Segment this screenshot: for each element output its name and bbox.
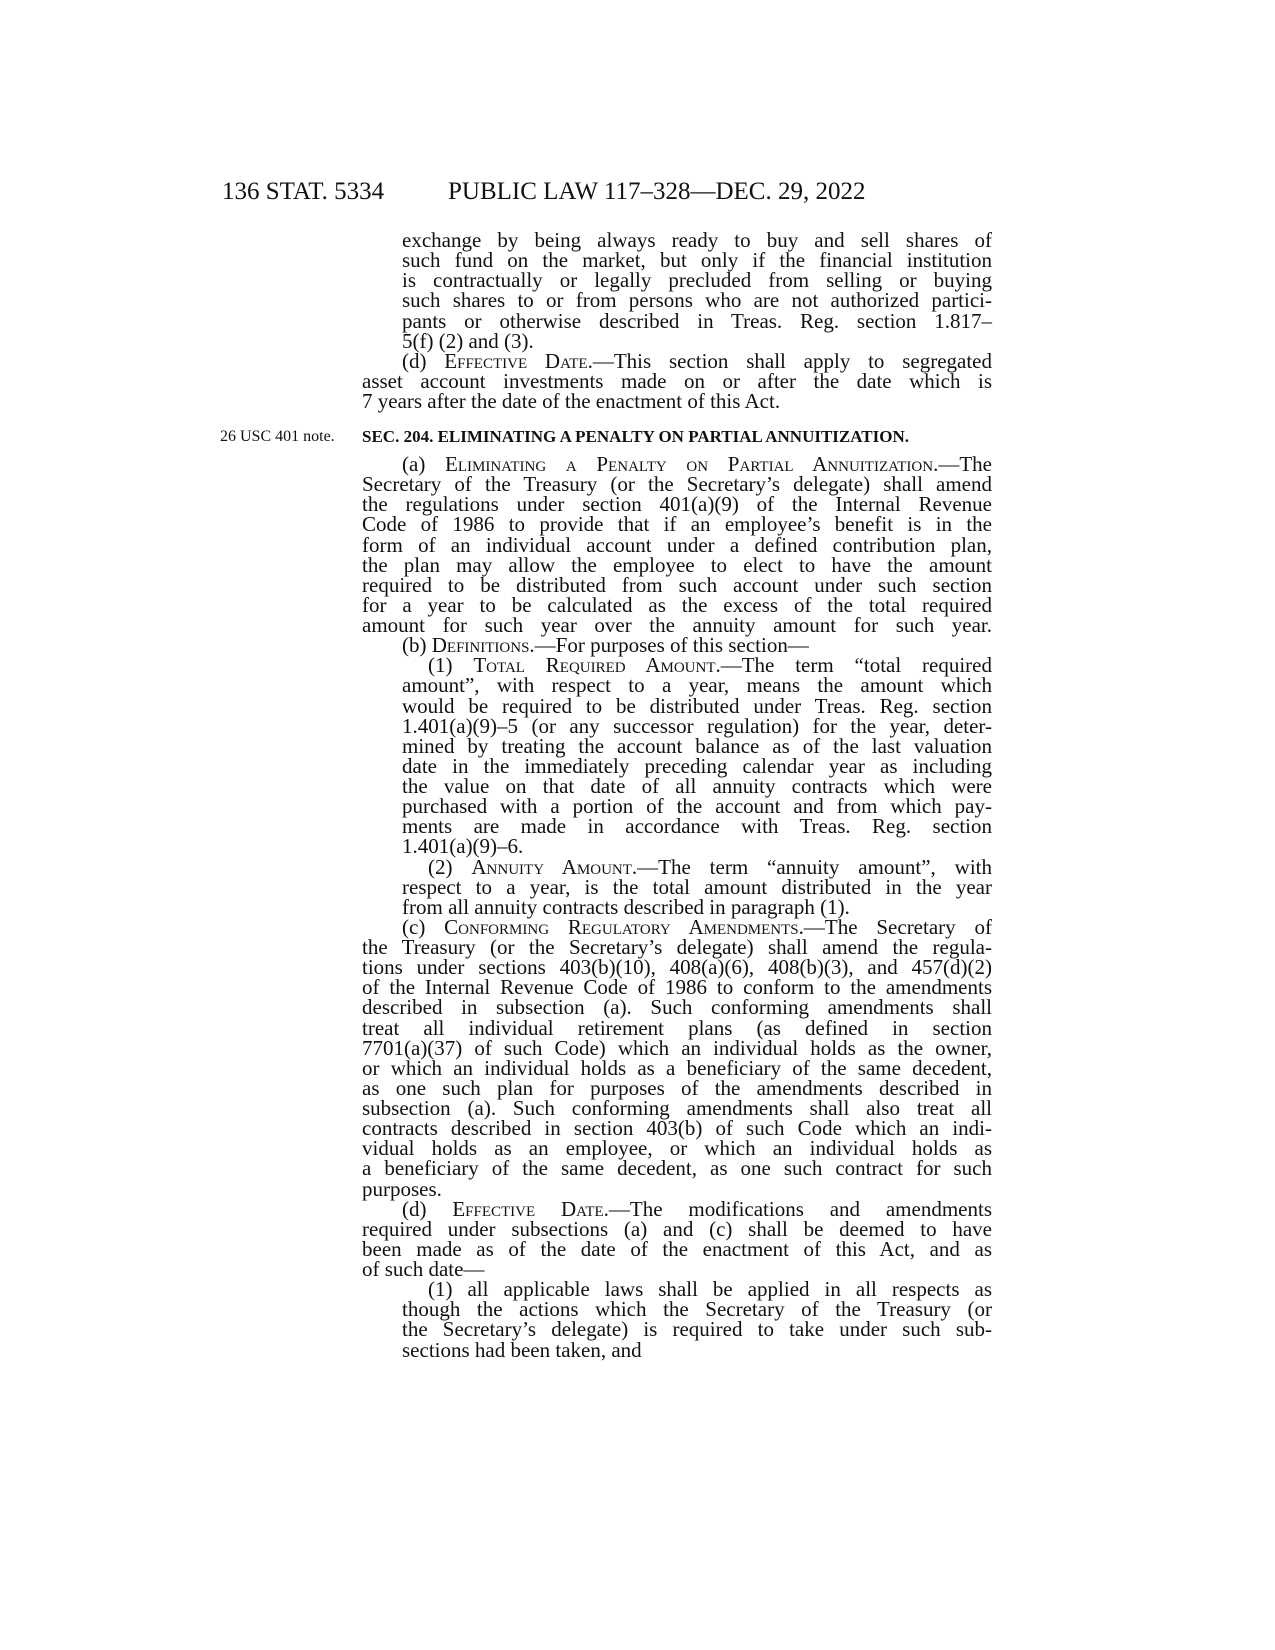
text-line: the Treasury (or the Secretary’s delegate) shall amend the regula- <box>362 935 992 959</box>
text-run: .—For purposes of this section— <box>529 633 809 658</box>
text-run: .—The Secretary of <box>798 914 992 939</box>
text-line: the plan may allow the employee to elect to have the amount <box>362 552 992 577</box>
text-line: is contractually or legally precluded from selling or buying <box>402 268 992 293</box>
text-line: a beneficiary of the same decedent, as one such contract for such <box>362 1156 992 1181</box>
enumerator: (b) <box>402 633 427 658</box>
enumerator: (d) <box>402 1196 427 1221</box>
text-line: purposes. <box>362 1176 442 1201</box>
text-run: .—The term “total required <box>715 653 992 678</box>
enumerator: (c) <box>402 914 426 939</box>
text-line: 7 years after the date of the enactment of this Act. <box>362 389 781 413</box>
text-block-continuation <box>362 230 992 411</box>
text-line: 1.401(a)(9)–5 (or any successor regulation) for the year, deter- <box>402 713 992 738</box>
text-line: asset account investments made on or after the date which is <box>362 368 992 393</box>
text-line: purchased with a portion of the account and from which pay- <box>402 794 992 819</box>
text-line: Code of 1986 to provide that if an employee’s benefit is in the <box>362 512 992 537</box>
text-line: been made as of the date of the enactment of this Act, and as <box>362 1236 992 1261</box>
subsection-heading: Conforming Regulatory Amendments <box>444 914 799 939</box>
text-run: .—The modifications and amendments <box>603 1196 993 1221</box>
text-line: subsection (a). Such conforming amendments shall also treat all <box>362 1096 992 1120</box>
text-line: as one such plan for purposes of the amendments described in <box>362 1075 992 1100</box>
text-line: would be required to be distributed under Treas. Reg. section <box>402 693 992 718</box>
text-line: exchange by being always ready to buy and sell shares of <box>402 228 992 252</box>
text-line: tions under sections 403(b)(10), 408(a)(6), 408(b)(3), and 457(d)(2) <box>362 955 992 980</box>
text-line: required under subsections (a) and (c) shall be deemed to have <box>362 1216 992 1241</box>
text-line: ments are made in accordance with Treas. Reg. section <box>402 814 992 839</box>
text-run: .—The <box>933 452 993 476</box>
text-line: though the actions which the Secretary of the Treasury (or <box>402 1297 992 1322</box>
text-line: such shares to or from persons who are not authorized partici- <box>402 288 992 313</box>
running-head: PUBLIC LAW 117–328—DEC. 29, 2022 <box>448 178 866 205</box>
text-run: .—This section shall apply to segregated <box>587 348 992 373</box>
text-line: the value on that date of all annuity contracts which were <box>402 774 992 798</box>
enumerator: (d) <box>402 348 427 373</box>
text-line: Secretary of the Treasury (or the Secretary’s delegate) shall amend <box>362 472 992 497</box>
text-line: pants or otherwise described in Treas. Reg. section 1.817– <box>402 308 992 333</box>
enumerator: (2) <box>428 854 453 879</box>
enumerator: (1) <box>428 653 453 678</box>
page-folio: 136 STAT. 5334 <box>222 178 385 205</box>
prior-subsection-d-first-line <box>402 348 992 373</box>
subsection-heading: Definitions <box>431 633 530 658</box>
subsection-d-first-line <box>402 1196 993 1221</box>
subsection-heading: Eliminating a Penalty on Partial Annuitization <box>445 452 934 476</box>
text-block-section-204 <box>362 454 992 1360</box>
text-line: date in the immediately preceding calendar year as including <box>402 753 992 778</box>
subsection-heading: Effective Date <box>452 1196 604 1221</box>
text-line: of the Internal Revenue Code of 1986 to conform to the amendments <box>362 975 992 1000</box>
paragraph-b1-first-line <box>428 653 992 678</box>
text-line: the regulations under section 401(a)(9) of the Internal Revenue <box>362 492 992 517</box>
paragraph-d1-first-line: (1) all applicable laws shall be applied in all respects as <box>428 1277 992 1302</box>
paragraph-heading: Annuity Amount <box>471 854 632 879</box>
text-line: 5(f) (2) and (3). <box>402 328 534 353</box>
paragraph-heading: Total Required Amount <box>473 653 716 678</box>
text-line: vidual holds as an employee, or which an individual holds as <box>362 1136 992 1161</box>
text-line: 7701(a)(37) of such Code) which an individual holds as the owner, <box>362 1035 992 1060</box>
text-line: mined by treating the account balance as of the last valuation <box>402 733 992 758</box>
text-line: of such date— <box>362 1257 485 1281</box>
text-line: sections had been taken, and <box>402 1337 642 1362</box>
subsection-c-first-line <box>402 914 992 939</box>
text-line: such fund on the market, but only if the financial institution <box>402 248 992 273</box>
text-line: the Secretary’s delegate) is required to take under such sub- <box>402 1317 992 1342</box>
text-run: .—The term “annuity amount”, with <box>631 854 992 879</box>
text-line: required to be distributed from such account under such section <box>362 572 992 597</box>
text-line: form of an individual account under a defined contribution plan, <box>362 532 992 557</box>
text-line: or which an individual holds as a beneficiary of the same decedent, <box>362 1055 992 1080</box>
text-line: amount”, with respect to a year, means the amount which <box>402 673 992 698</box>
text-line: 1.401(a)(9)–6. <box>402 834 524 859</box>
subsection-a-first-line <box>402 454 992 474</box>
subsection-b-first-line <box>402 633 992 658</box>
text-line: described in subsection (a). Such conforming amendments shall <box>362 995 992 1020</box>
text-line: for a year to be calculated as the excess of the total required <box>362 592 992 617</box>
text-line: respect to a year, is the total amount distributed in the year <box>402 874 992 899</box>
subsection-heading: Effective Date <box>444 348 588 373</box>
paragraph-b2-first-line <box>428 854 992 879</box>
text-line: from all annuity contracts described in paragraph (1). <box>402 894 850 919</box>
section-heading: SEC. 204. ELIMINATING A PENALTY ON PARTIAL ANNUITIZATION. <box>362 427 909 446</box>
text-line: treat all individual retirement plans (as defined in section <box>362 1015 992 1040</box>
text-line: contracts described in section 403(b) of such Code which an indi- <box>362 1116 992 1141</box>
text-line: amount for such year over the annuity amount for such year. <box>362 613 992 637</box>
margin-note: 26 USC 401 note. <box>220 428 335 445</box>
enumerator: (a) <box>402 452 426 476</box>
